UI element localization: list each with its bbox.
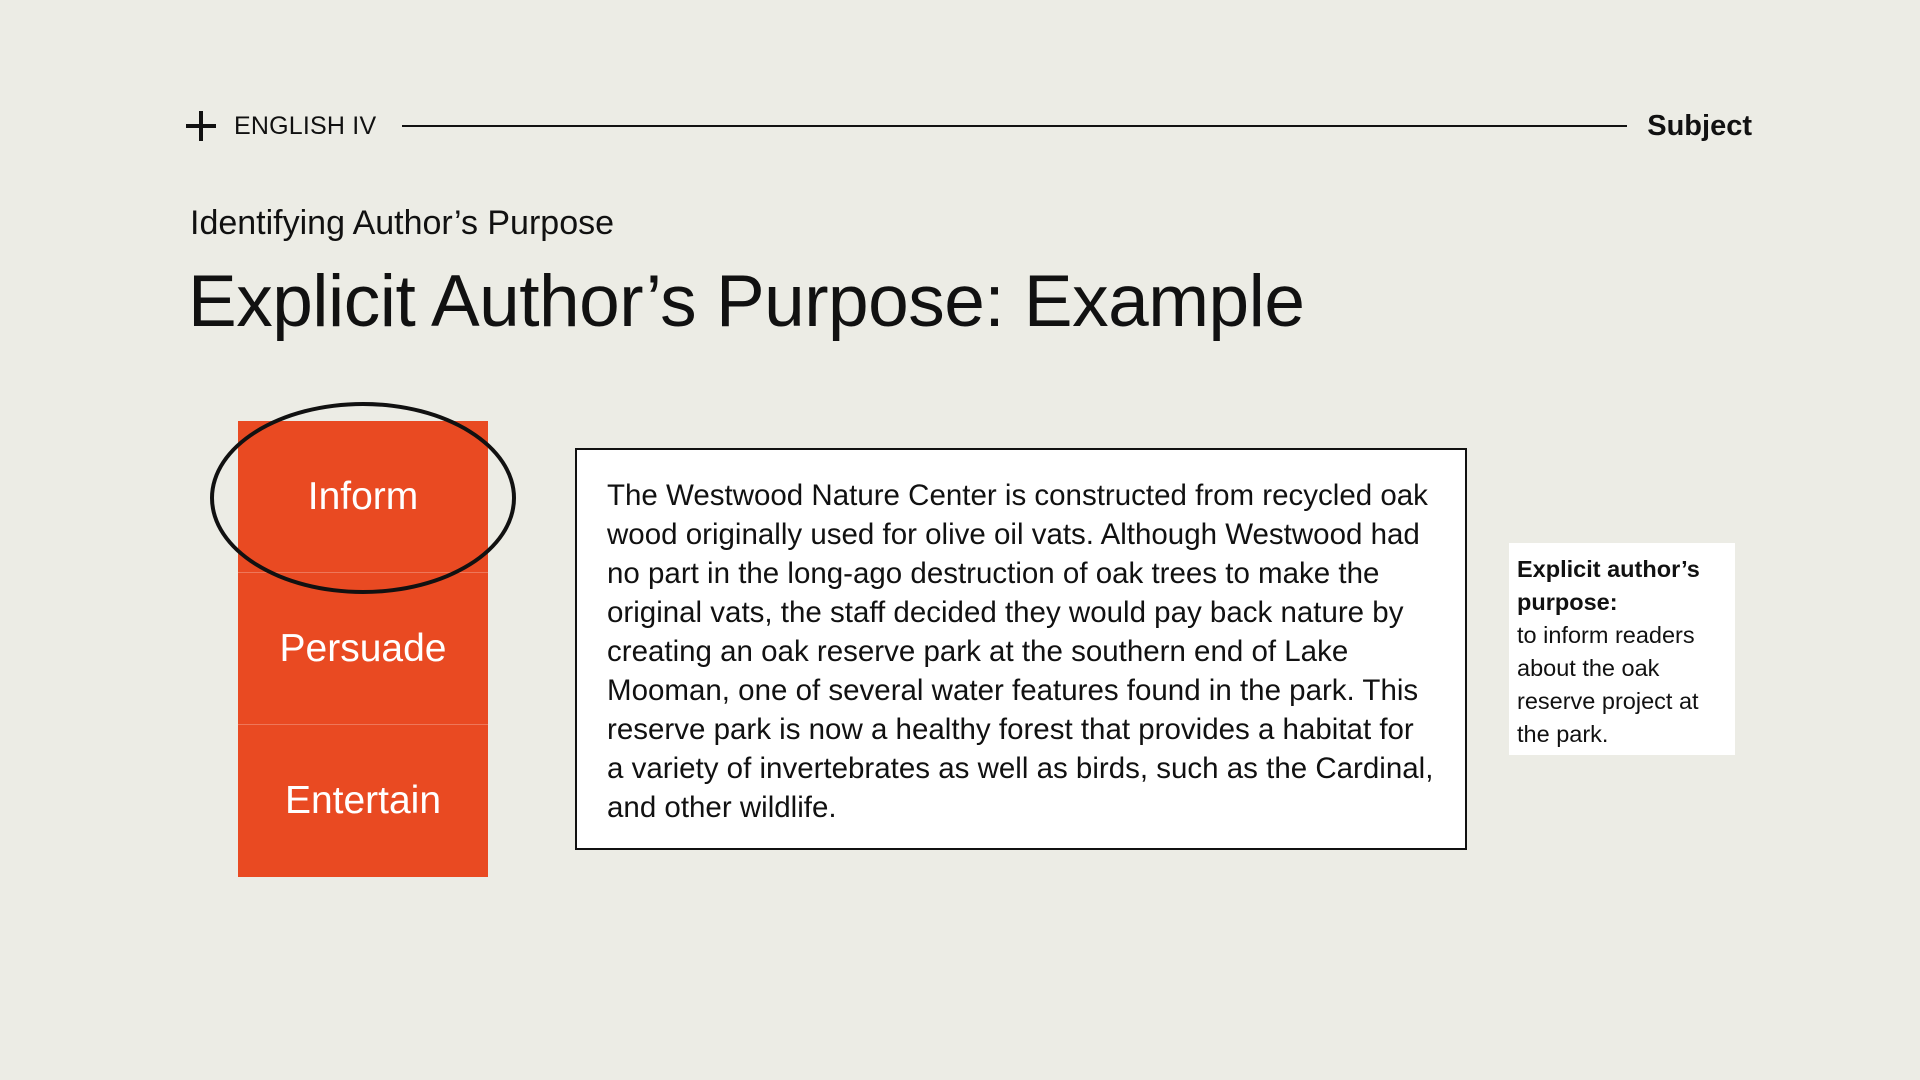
callout-body: to inform readers about the oak reserve project at the park. (1517, 622, 1699, 747)
header-bar (186, 106, 1752, 146)
lesson-subtitle: Identifying Author’s Purpose (190, 204, 615, 242)
purpose-persuade: Persuade (238, 573, 488, 725)
purpose-entertain: Entertain (284, 779, 442, 822)
passage-text: The Westwood Nature Center is constructed from recycled oak wood originally used for olive oil vats. Although Westwood had no part in the long-ago destruction of oak trees to make the original vats, the staff decided they would pay back nature by creating an oak reserve park at the southern end of Lake Mooman, one of several water features found in the park. This reserve park is now a healthy forest that provides a habitat for a variety of invertebrates as well as birds, such as the Cardinal, and other wildlife. (607, 479, 1434, 824)
subject-label: Subject (1647, 109, 1752, 142)
passage-box (575, 448, 1467, 850)
purpose-inform: Inform (238, 421, 488, 573)
plus-icon (186, 111, 216, 141)
header-divider (402, 125, 1627, 127)
purpose-stack (238, 421, 488, 877)
callout-box (1509, 543, 1735, 755)
page-title: Explicit Author’s Purpose: Example (188, 261, 1305, 342)
callout-heading: Explicit author’s purpose: (1517, 556, 1700, 615)
course-name: ENGLISH IV (234, 111, 377, 140)
